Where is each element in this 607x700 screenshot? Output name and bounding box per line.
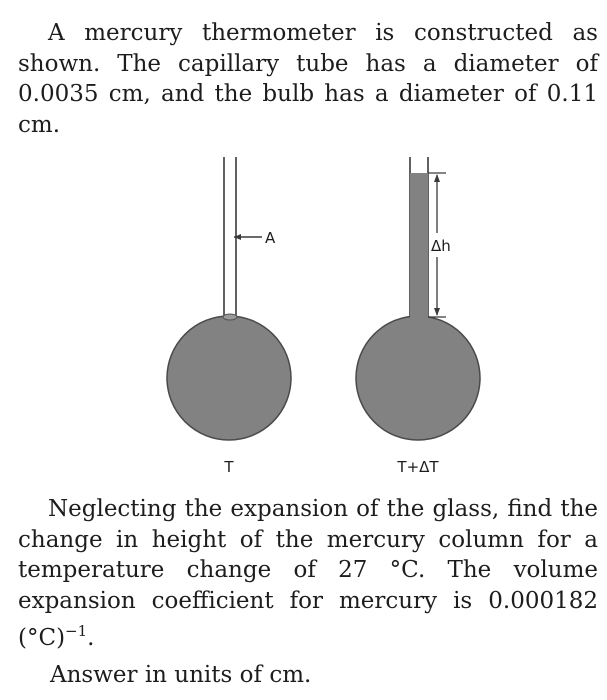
- label-delta-h: Δh: [431, 237, 451, 255]
- temperature-change-value: 27 °C: [338, 557, 418, 583]
- question-text-end: .: [87, 625, 95, 651]
- question-text-mid: . The volume expansion coefficient for mercury is: [18, 557, 598, 614]
- capillary-diameter-value: 0.0035 cm: [18, 81, 144, 107]
- arrow-a-head: [234, 234, 241, 240]
- mercury-bulb-right: [356, 316, 480, 440]
- coefficient-value: 0.000182 (°C): [18, 587, 598, 651]
- problem-question: [18, 494, 598, 654]
- intro-text-start: A mercury thermometer is constructed as shown. The capillary tube has a diameter of: [18, 20, 598, 77]
- intro-text-mid: , and the bulb has a diameter of: [143, 81, 547, 107]
- dh-arrow-top: [434, 174, 440, 182]
- problem-intro: [18, 18, 598, 140]
- mercury-bulb-left: [167, 316, 291, 440]
- thermometer-left: [167, 157, 291, 476]
- bulb-diameter-value: 0.11 cm: [18, 81, 599, 138]
- label-point-a: A: [265, 229, 276, 247]
- intro-text-end: .: [52, 111, 61, 138]
- coefficient-exponent: −1: [65, 622, 88, 640]
- answer-units-prompt: Answer in units of cm.: [50, 662, 312, 688]
- dh-arrow-bottom: [434, 308, 440, 316]
- question-text-start: Neglecting the expansion of the glass, find the change in height of the mercury column for a temperature change of: [18, 496, 598, 583]
- thermometer-figure: [0, 145, 607, 485]
- caption-temperature-t: T: [224, 458, 234, 476]
- thermometer-right: [356, 157, 480, 476]
- mercury-column-right: [410, 173, 428, 318]
- caption-temperature-t-plus-dt: T+ΔT: [397, 458, 439, 476]
